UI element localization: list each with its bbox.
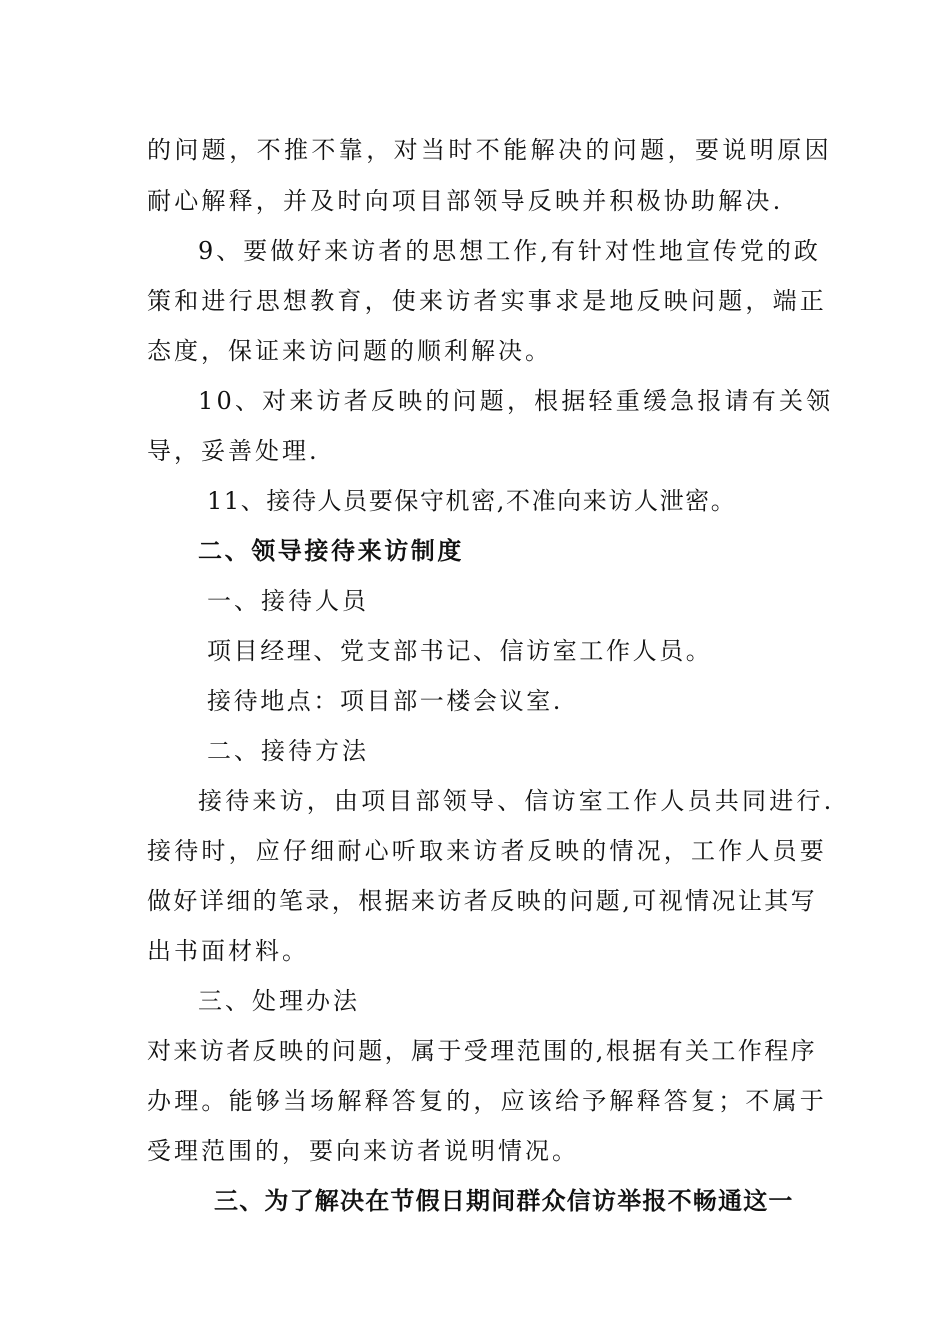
paragraph-line: 项目经理、党支部书记、信访室工作人员。 [207, 637, 713, 665]
paragraph-line: 出书面材料。 [147, 937, 309, 965]
paragraph-line: 策和进行思想教育，使来访者实事求是地反映问题，端正 [147, 287, 827, 315]
section-heading: 三、为了解决在节假日期间群众信访举报不畅通这一 [214, 1186, 794, 1215]
paragraph-line: 导，妥善处理. [147, 437, 320, 465]
paragraph-line: 态度，保证来访问题的顺利解决。 [147, 337, 552, 365]
paragraph-line: 接待时，应仔细耐心听取来访者反映的情况，工作人员要 [147, 837, 827, 865]
paragraph-line: 的问题，不推不靠，对当时不能解决的问题，要说明原因 [147, 136, 832, 164]
paragraph-line: 办理。能够当场解释答复的，应该给予解释答复；不属于 [147, 1087, 827, 1115]
subsection-heading: 一、接待人员 [207, 587, 369, 615]
paragraph-line: 对来访者反映的问题，属于受理范围的,根据有关工作程序 [147, 1037, 818, 1065]
paragraph-line: 接待来访，由项目部领导、信访室工作人员共同进行. [198, 787, 835, 815]
paragraph-line: 9、要做好来访者的思想工作,有针对性地宣传党的政 [198, 237, 821, 265]
paragraph-line: 受理范围的，要向来访者说明情况。 [147, 1137, 579, 1165]
paragraph-line: 耐心解释，并及时向项目部领导反映并积极协助解决. [147, 187, 784, 215]
paragraph-line: 11、接待人员要保守机密,不准向来访人泄密。 [207, 487, 737, 515]
subsection-heading: 三、处理办法 [198, 987, 360, 1015]
paragraph-line: 做好详细的笔录，根据来访者反映的问题,可视情况让其写 [147, 887, 818, 915]
section-heading: 二、领导接待来访制度 [198, 536, 464, 565]
paragraph-line: 10、对来访者反映的问题，根据轻重缓急报请有关领 [198, 387, 834, 415]
paragraph-line: 接待地点：项目部一楼会议室. [207, 687, 564, 715]
subsection-heading: 二、接待方法 [207, 737, 369, 765]
